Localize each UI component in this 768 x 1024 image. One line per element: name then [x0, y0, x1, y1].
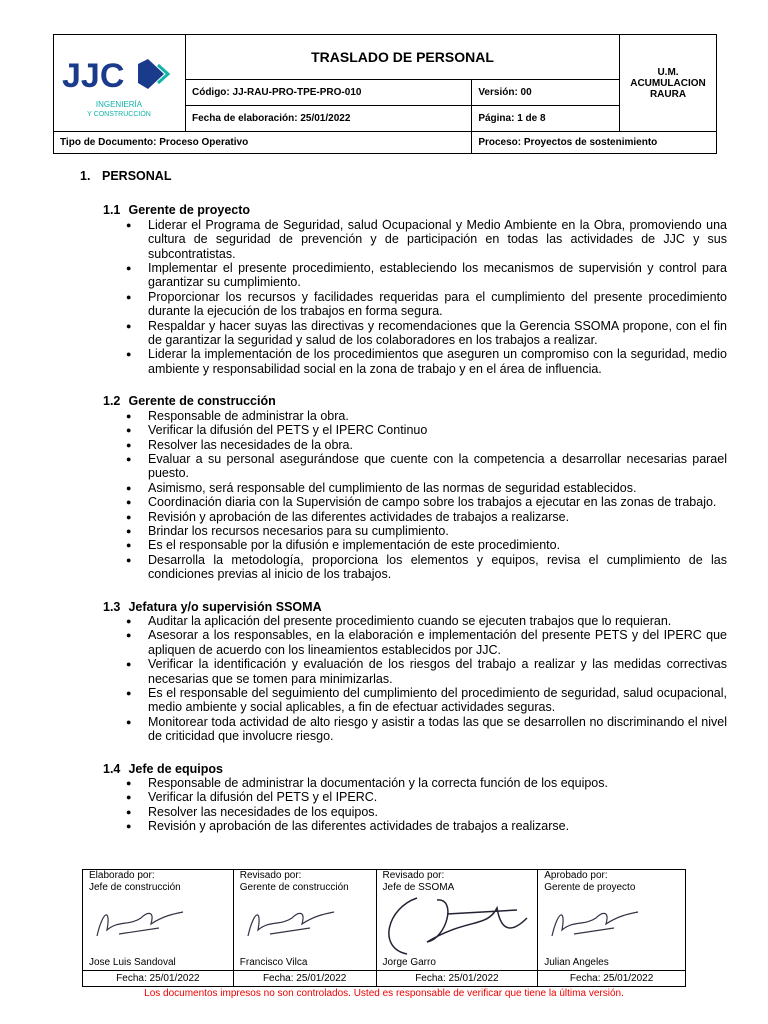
bullet-icon: ●	[126, 554, 132, 565]
unit-name: U.M. ACUMULACION RAURA	[620, 35, 717, 132]
list-item: ● Liderar el Programa de Seguridad, salud Ocupacional y Medio Ambiente en la Obra, promoviendo una cultura de seguridad de prevención y de participación en todas las actividades de JJC y sus subcontratistas.	[126, 217, 727, 261]
list-item: ● Brindar los recursos necesarios para su cumplimiento.	[126, 523, 449, 538]
list-item: ● Desarrolla la metodología, proporciona los elementos y equipos, revisa el cumplimiento de las condiciones previas al inicio de los trabajos.	[126, 552, 727, 582]
list-item: ● Verificar la difusión del PETS y el IPERC Continuo	[126, 423, 428, 438]
bullet-icon: ●	[126, 630, 132, 641]
subsections	[80, 203, 727, 833]
bullet-icon: ●	[126, 453, 132, 464]
bullet-icon: ●	[126, 511, 132, 522]
signature-date: Fecha: 25/01/2022	[233, 971, 376, 987]
logo-letters: JJC	[62, 56, 125, 95]
list-item: ● Resolver las necesidades de la obra.	[126, 437, 353, 452]
list-item: ● Asesorar a los responsables, en la elaboración e implementación del presente PETS y del IPERC que apliquen de acuerdo con los lineamientos establecidos por JJC.	[126, 628, 727, 657]
bullet-icon: ●	[126, 821, 132, 832]
bullet-icon: ●	[126, 806, 132, 817]
list-item: ● Proporcionar los recursos y facilidades requeridas para el cumplimiento del presente procedimiento durante la ejecución de los trabajos en forma segura.	[126, 289, 727, 319]
bullet-icon: ●	[126, 291, 132, 302]
bullet-icon: ●	[126, 263, 132, 274]
document-header	[53, 34, 717, 154]
bullet-list	[80, 776, 727, 834]
bullet-list	[80, 409, 727, 582]
list-item: ● Respaldar y hacer suyas las directivas y recomendaciones que la Gerencia SSOMA propone, con el fin de garantizar la seguridad y salud de los colaboradores en los trabajos a realizar.	[126, 318, 727, 348]
page-number: Página: 1 de 8	[472, 106, 620, 132]
list-item: ● Verificar la difusión del PETS y el IPERC.	[126, 790, 378, 805]
signature-date: Fecha: 25/01/2022	[376, 971, 538, 987]
bullet-icon: ●	[126, 615, 132, 626]
document-title: TRASLADO DE PERSONAL	[185, 35, 619, 80]
list-item: ● Verificar la identificación y evaluación de los riesgos del trabajo a realizar y las medidas correctivas necesarias que se tomen para minimizarlas.	[126, 657, 727, 686]
process-name: Proceso: Proyectos de sostenimiento	[472, 132, 717, 154]
signature-cell-approved: Aprobado por: Gerente de proyecto Julian Angeles	[538, 870, 686, 971]
signature-cell-elaborated: Elaborado por: Jefe de construcción Jose Luis Sandoval	[83, 870, 234, 971]
list-item: ● Responsable de administrar la obra.	[126, 408, 349, 423]
creation-date: Fecha de elaboración: 25/01/2022	[185, 106, 471, 132]
bullet-icon: ●	[126, 792, 132, 803]
signature-image	[89, 900, 189, 945]
subsection-heading: 1.1 Gerente de proyecto	[103, 203, 251, 218]
logo-subtitle-1: INGENIERÍA	[96, 99, 143, 109]
bullet-list	[80, 614, 727, 744]
bullet-icon: ●	[126, 425, 132, 436]
list-item: ● Evaluar a su personal asegurándose que cuente con la competencia a desarrollar necesarias parael puesto.	[126, 451, 727, 481]
list-item: ● Responsable de administrar la documentación y la correcta función de los equipos.	[126, 776, 608, 791]
bullet-icon: ●	[126, 778, 132, 789]
signature-image	[544, 900, 644, 945]
list-item: ● Asimismo, será responsable del cumplimiento de las normas de seguridad establecidos.	[126, 480, 637, 495]
bullet-icon: ●	[126, 320, 132, 331]
footer-disclaimer: Los documentos impresos no son controlados. Usted es responsable de verificar que tiene la última versión.	[144, 988, 624, 999]
list-item: ● Liderar la implementación de los procedimientos que aseguren un compromiso con la seguridad, medio ambiente y responsabilidad social en la zona de trabajo y en el área de influencia.	[126, 347, 727, 376]
bullet-list	[80, 218, 727, 376]
signature-table	[82, 869, 686, 987]
list-item: ● Implementar el presente procedimiento, estableciendo los mecanismos de supervisión y control para garantizar su cumplimiento.	[126, 261, 727, 290]
document-code: Código: JJ-RAU-PRO-TPE-PRO-010	[185, 80, 471, 106]
list-item: ● Es el responsable por la difusión e implementación de este procedimiento.	[126, 538, 561, 553]
document-type: Tipo de Documento: Proceso Operativo	[54, 132, 472, 154]
bullet-icon: ●	[126, 540, 132, 551]
signature-image	[377, 888, 537, 958]
logo-subtitle-2: Y CONSTRUCCIÓN	[87, 110, 152, 118]
bullet-icon: ●	[126, 659, 132, 670]
signature-image	[240, 900, 340, 945]
bullet-icon: ●	[126, 349, 132, 360]
document-body	[80, 169, 727, 852]
list-item: ● Revisión y aprobación de las diferentes actividades de trabajos a realizarse.	[126, 509, 570, 524]
list-item: ● Resolver las necesidades de los equipos.	[126, 804, 378, 819]
list-item: ● Coordinación diaria con la Supervisión de campo sobre los trabajos a ejecutar en las zonas de trabajo.	[126, 495, 717, 510]
signature-cell-reviewed-2: Revisado por: Jefe de SSOMA Jorge Garro	[376, 870, 538, 971]
list-item: ● Auditar la aplicación del presente procedimiento cuando se ejecuten trabajos que lo requieran.	[126, 613, 672, 628]
company-logo	[54, 35, 186, 132]
bullet-icon: ●	[126, 525, 132, 536]
signature-date: Fecha: 25/01/2022	[83, 971, 234, 987]
bullet-icon: ●	[126, 410, 132, 421]
subsection-heading: 1.2 Gerente de construcción	[103, 394, 276, 409]
document-version: Versión: 00	[472, 80, 620, 106]
bullet-icon: ●	[126, 497, 132, 508]
bullet-icon: ●	[126, 439, 132, 450]
list-item: ● Revisión y aprobación de las diferentes actividades de trabajos a realizarse.	[126, 819, 570, 834]
bullet-icon: ●	[126, 482, 132, 493]
signature-date: Fecha: 25/01/2022	[538, 971, 686, 987]
subsection-heading: 1.4 Jefe de equipos	[103, 761, 223, 776]
bullet-icon: ●	[126, 219, 132, 230]
list-item: ● Es el responsable del seguimiento del cumplimiento del procedimiento de seguridad, salud ocupacional, medio ambiente y social aplicables, a fin de efectuar actividades seguras.	[126, 686, 727, 715]
signature-cell-reviewed-1: Revisado por: Gerente de construcción Francisco Vilca	[233, 870, 376, 971]
bullet-icon: ●	[126, 688, 132, 698]
list-item: ● Monitorear toda actividad de alto riesgo y asistir a todas las que se desarrollen no discriminando el nivel de criticidad que involucre riesgo.	[126, 714, 727, 744]
bullet-icon: ●	[126, 716, 132, 727]
subsection-heading: 1.3 Jefatura y/o supervisión SSOMA	[103, 599, 322, 614]
section-heading: 1. PERSONAL	[80, 169, 172, 183]
